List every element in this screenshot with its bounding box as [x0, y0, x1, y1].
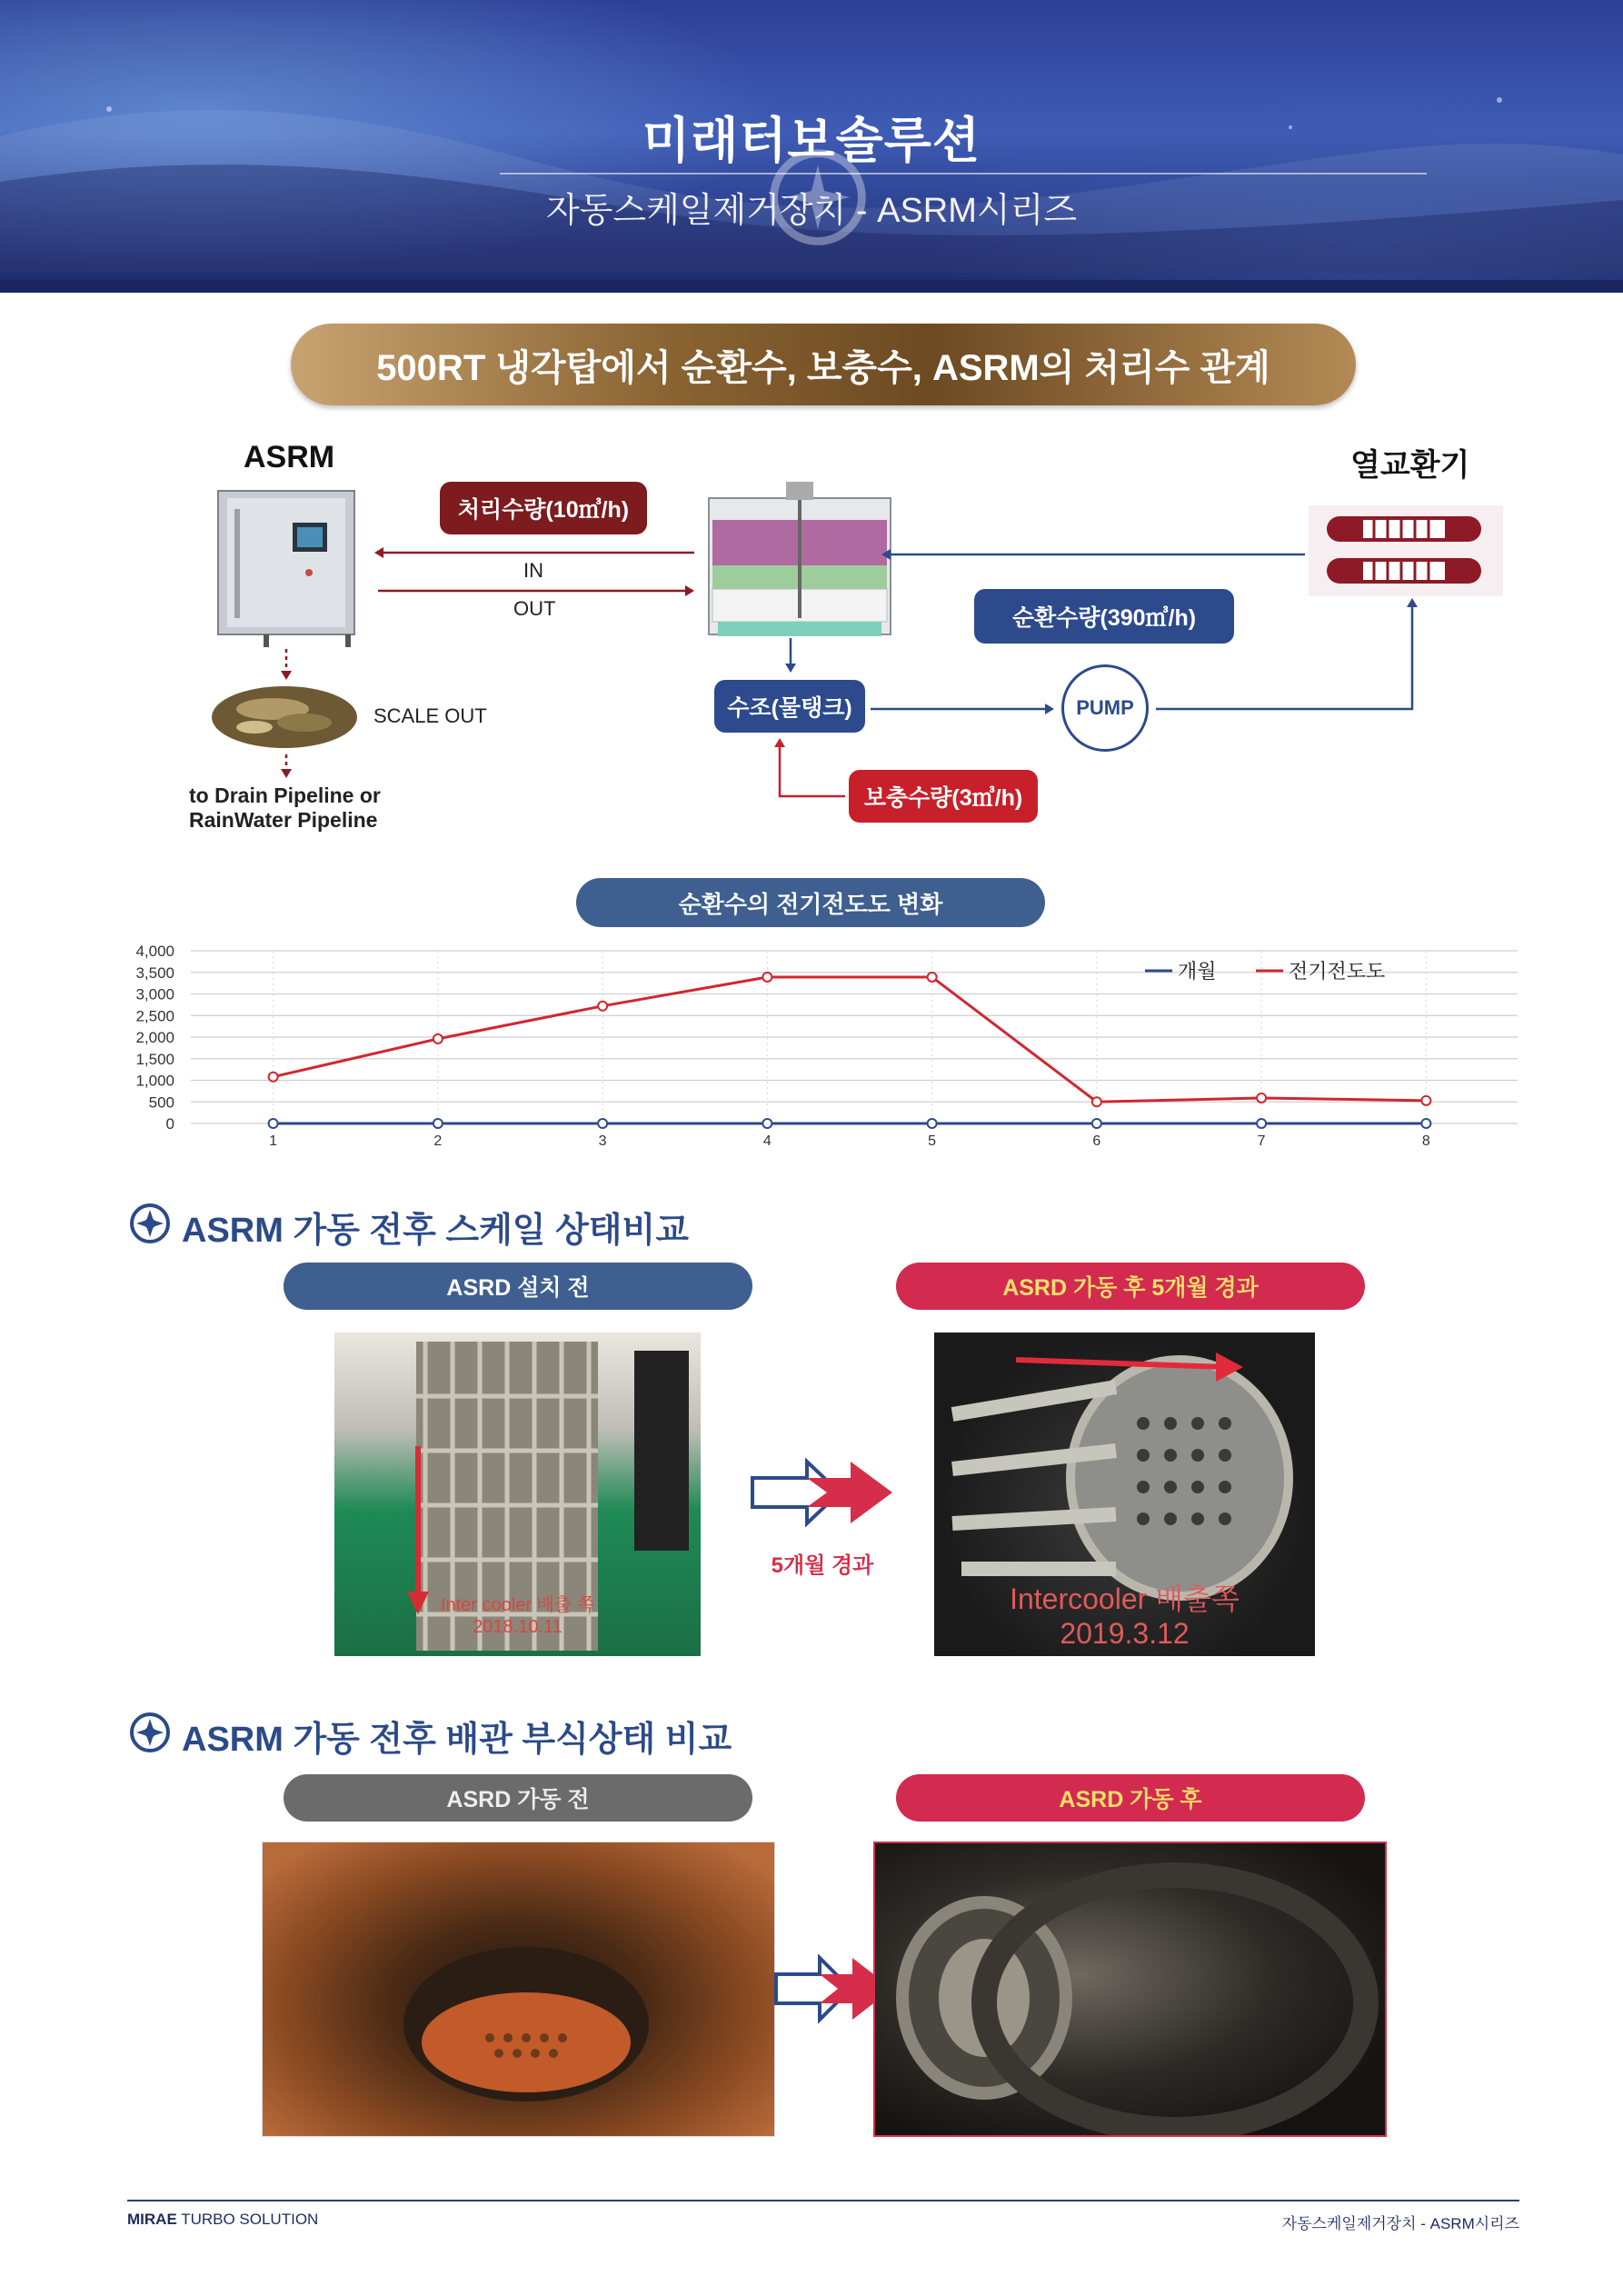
chart-x-tick-label: 7	[1257, 1133, 1266, 1149]
chart-point	[1257, 1093, 1266, 1103]
photo-after-date: 2019.3.12	[1060, 1617, 1190, 1650]
chart-x-tick-label: 2	[433, 1133, 443, 1149]
photo-before-caption: Inter cooler 배출 쪽	[440, 1595, 595, 1615]
chart-x-tick-label: 1	[269, 1133, 278, 1149]
footer-brand	[127, 2211, 318, 2229]
chart-point	[928, 1119, 937, 1128]
turbo-section-icon	[129, 1712, 171, 1753]
chart-x-tick-label: 5	[928, 1133, 937, 1149]
pump-circle: PUMP	[1061, 664, 1149, 752]
chart-y-tick-label: 500	[148, 1093, 174, 1112]
makeup-flow-badge: 보충수량(3㎥/h)	[849, 770, 1038, 823]
chart-point	[598, 1002, 607, 1011]
chart-y-tick-label: 3,000	[135, 985, 174, 1003]
label-after-5-months: ASRD 가동 후 5개월 경과	[896, 1263, 1365, 1310]
chart-y-tick-label: 0	[165, 1115, 174, 1133]
photo-scale-after	[934, 1333, 1315, 1656]
chart-series-line	[274, 977, 1427, 1102]
chart-y-tick-label: 4,000	[135, 943, 174, 960]
photo-before-date: 2018.10.11	[473, 1617, 563, 1637]
chart-point	[762, 1119, 772, 1128]
chart-y-tick-label: 2,000	[135, 1029, 174, 1046]
chart-x-tick-label: 4	[762, 1133, 772, 1149]
photo-pipe-before	[262, 1842, 775, 2137]
arrow-caption-5-months: 5개월 경과	[771, 1553, 874, 1578]
chart-point	[1092, 1097, 1101, 1106]
section-title-scale: ASRM 가동 전후 스케일 상태비교	[182, 1212, 689, 1250]
footer-divider	[127, 2200, 1519, 2201]
page-subtitle: 자동스케일제거장치 - ASRM시리즈	[545, 192, 1078, 230]
chart-y-tick-label: 1,500	[135, 1050, 174, 1068]
page-title: 미래터보솔루션	[642, 114, 981, 168]
heat-exchanger-icon	[1309, 505, 1503, 596]
section-title-corrosion: ASRM 가동 전후 배관 부식상태 비교	[182, 1721, 732, 1759]
drain-label-line2: RainWater Pipeline	[189, 808, 378, 832]
label-before-install: ASRD 설치 전	[284, 1263, 752, 1310]
chart-point	[1421, 1096, 1430, 1105]
chart-x-tick-label: 8	[1421, 1133, 1430, 1149]
asrm-label: ASRM	[244, 440, 335, 474]
chart-y-tick-label: 3,500	[135, 963, 174, 982]
section-banner: 500RT 냉각탑에서 순환수, 보충수, ASRM의 처리수 관계	[291, 324, 1356, 405]
label-after-operation: ASRD 가동 후	[896, 1774, 1365, 1822]
chart-point	[269, 1073, 278, 1082]
label-before-operation: ASRD 가동 전	[284, 1774, 752, 1822]
chart-point	[433, 1119, 443, 1128]
drain-label-line1: to Drain Pipeline or	[189, 784, 381, 807]
photo-scale-before	[334, 1333, 701, 1656]
out-label: OUT	[513, 597, 556, 620]
header-stripe	[0, 280, 1623, 293]
chart-y-tick-label: 1,000	[135, 1072, 174, 1090]
title-divider	[500, 173, 1427, 175]
asrm-machine-icon	[218, 491, 354, 647]
conductivity-line-chart	[109, 936, 1527, 1154]
treated-flow-badge: 처리수량(10㎥/h)	[440, 482, 647, 534]
chart-point	[433, 1034, 443, 1043]
chart-point	[1257, 1119, 1266, 1128]
cooling-tower-icon	[709, 482, 891, 636]
in-label: IN	[523, 559, 543, 582]
chart-point	[598, 1119, 607, 1128]
chart-x-tick-label: 6	[1092, 1133, 1101, 1149]
chart-point	[928, 973, 937, 982]
chart-point	[269, 1119, 278, 1128]
chart-y-tick-label: 2,500	[135, 1007, 174, 1025]
circulation-flow-badge: 순환수량(390㎥/h)	[974, 589, 1234, 644]
water-tank-badge: 수조(물탱크)	[714, 680, 865, 733]
chart-x-tick-label: 3	[598, 1133, 607, 1149]
turbo-section-icon	[129, 1203, 171, 1244]
chart-legend-label: 전기전도도	[1289, 960, 1386, 983]
chart-title-badge: 순환수의 전기전도도 변화	[576, 878, 1045, 927]
photo-pipe-after	[873, 1842, 1387, 2137]
chart-point	[762, 973, 772, 982]
footer-product: 자동스케일제거장치 - ASRM시리즈	[1281, 2215, 1519, 2232]
footer-brand-bold: MIRAE	[127, 2211, 177, 2228]
footer-brand-rest: TURBO SOLUTION	[176, 2211, 319, 2228]
photo-after-caption: Intercooler 배출쪽	[1010, 1582, 1240, 1615]
transition-arrow-icon	[751, 1458, 894, 1527]
scale-out-label: SCALE OUT	[373, 704, 487, 727]
chart-point	[1421, 1119, 1430, 1128]
header-banner	[0, 0, 1623, 293]
heat-exchanger-label: 열교환기	[1350, 448, 1470, 483]
scale-pile-image	[212, 686, 357, 748]
chart-legend-label: 개월	[1178, 960, 1217, 983]
chart-point	[1092, 1119, 1101, 1128]
